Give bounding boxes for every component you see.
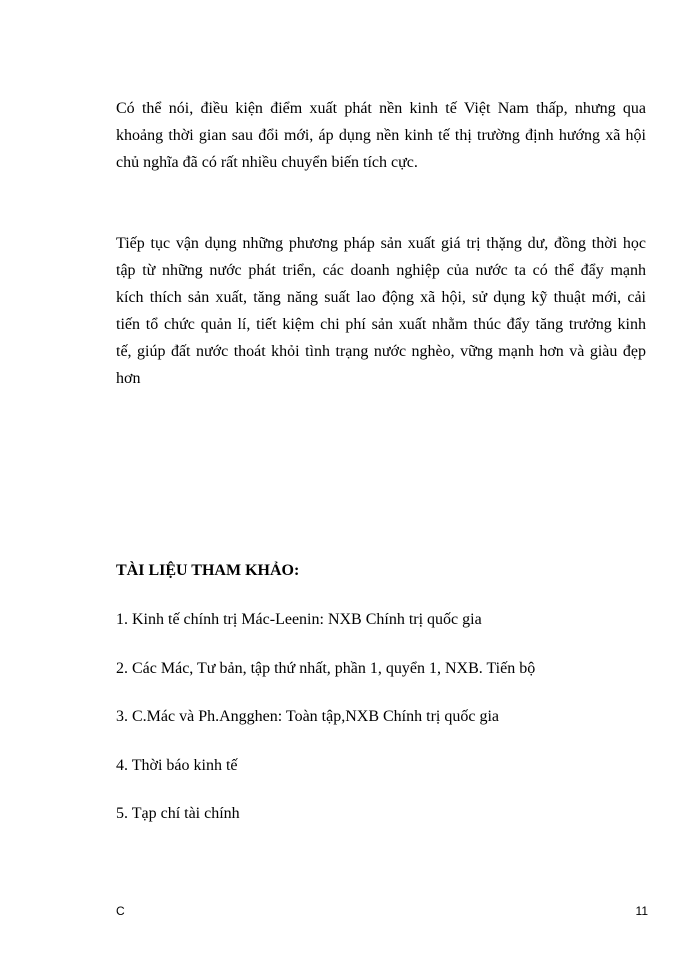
- paragraph-line: Có thể nói, điều kiện điểm xuất phát nền kinh tế Việt Nam thấp, nhưng qua: [116, 100, 646, 117]
- paragraph-line: hơn: [116, 370, 141, 387]
- paragraph-line: khoảng thời gian sau đổi mới, áp dụng nền kinh tế thị trường định hướng xã hội: [116, 127, 646, 144]
- paragraph-line: Tiếp tục vận dụng những phương pháp sản xuất giá trị thặng dư, đồng thời học: [116, 235, 646, 252]
- references-list: [116, 609, 535, 852]
- reference-item: 1. Kinh tế chính trị Mác-Leenin: NXB Chính trị quốc gia: [116, 611, 482, 628]
- reference-item: 4. Thời báo kinh tế: [116, 756, 238, 774]
- paragraph-line: kích thích sản xuất, tăng năng suất lao động xã hội, sử dụng kỹ thuật mới, cải: [116, 289, 646, 306]
- reference-item: 2. Các Mác, Tư bản, tập thứ nhất, phần 1, quyển 1, NXB. Tiến bộ: [116, 659, 536, 677]
- paragraph-line: tế, giúp đất nước thoát khỏi tình trạng nước nghèo, vững mạnh hơn và giàu đẹp: [116, 343, 646, 360]
- paragraph-line: tiến tổ chức quản lí, tiết kiệm chi phí sản xuất nhằm thúc đẩy tăng trưởng kinh: [116, 316, 646, 333]
- paragraph-recommendation: [116, 230, 646, 392]
- references-heading: TÀI LIỆU THAM KHẢO:: [116, 562, 300, 579]
- paragraph-conclusion: [116, 95, 646, 176]
- paragraph-line: tập từ những nước phát triển, các doanh nghiệp của nước ta có thể đẩy mạnh: [116, 262, 646, 279]
- paragraph-line: chủ nghĩa đã có rất nhiều chuyển biến tích cực.: [116, 154, 418, 171]
- reference-item: 5. Tạp chí tài chính: [116, 805, 240, 822]
- page-number: 11: [635, 904, 648, 918]
- footer-left-text: C: [116, 904, 125, 918]
- reference-item: 3. C.Mác và Ph.Angghen: Toàn tập,NXB Chính trị quốc gia: [116, 708, 499, 725]
